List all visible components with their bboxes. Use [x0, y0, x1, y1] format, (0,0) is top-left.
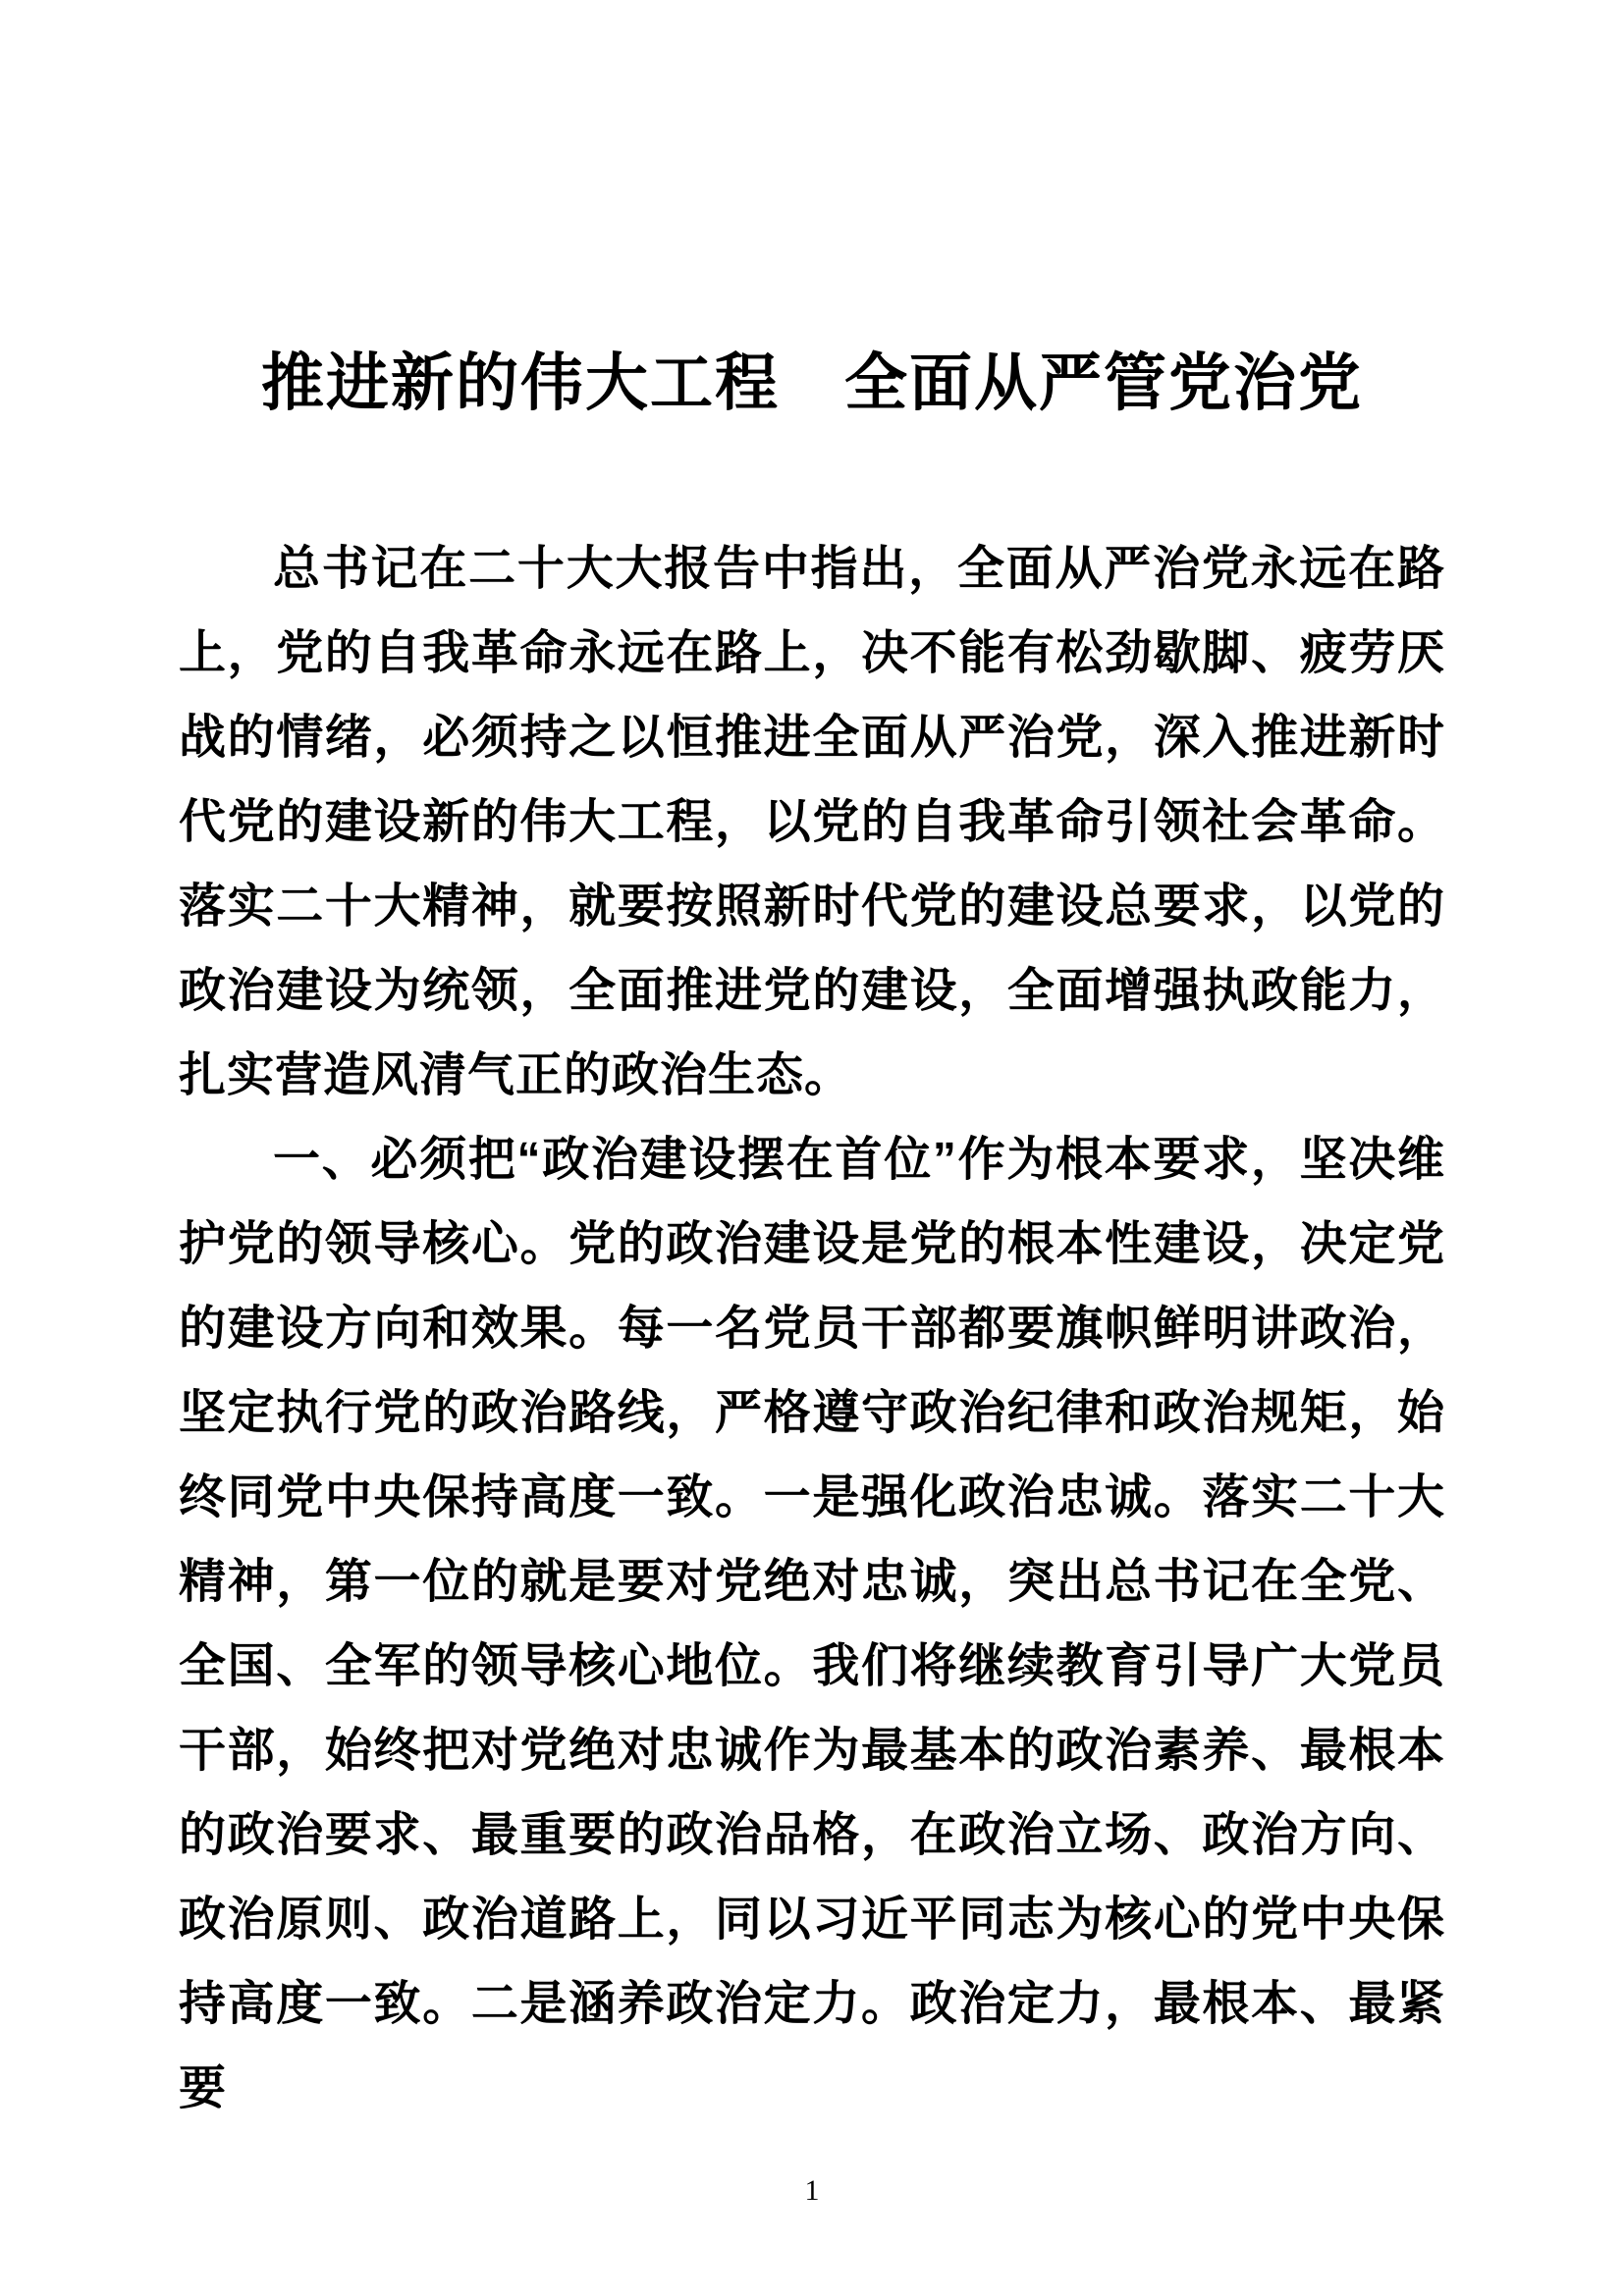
page-number: 1 — [804, 2174, 820, 2207]
paragraph: 总书记在二十大大报告中指出，全面从严治党永远在路上，党的自我革命永远在路上，决不能有松劲歇脚、疲劳厌战的情绪，必须持之以恒推进全面从严治党，深入推进新时代党的建设新的伟大工程，以党的自我革命引领社会革命。落实二十大精神，就要按照新时代党的建设总要求，以党的政治建设为统领，全面推进党的建设，全面增强执政能力，扎实营造风清气正的政治生态。 — [179, 542, 1445, 1101]
document-body — [179, 527, 1445, 2131]
document-title: 推进新的伟大工程 全面从严管党治党 — [261, 347, 1363, 418]
paragraph: 一、必须把“政治建设摆在首位”作为根本要求，坚决维护党的领导核心。党的政治建设是党的根本性建设，决定党的建设方向和效果。每一名党员干部都要旗帜鲜明讲政治，坚定执行党的政治路线，严格遵守政治纪律和政治规矩，始终同党中央保持高度一致。一是强化政治忠诚。落实二十大精神，第一位的就是要对党绝对忠诚，突出总书记在全党、全国、全军的领导核心地位。我们将继续教育引导广大党员干部，始终把对党绝对忠诚作为最基本的政治素养、最根本的政治要求、最重要的政治品格，在政治立场、政治方向、政治原则、政治道路上，同以习近平同志为核心的党中央保持高度一致。二是涵养政治定力。政治定力，最根本、最紧要 — [179, 1133, 1445, 2114]
